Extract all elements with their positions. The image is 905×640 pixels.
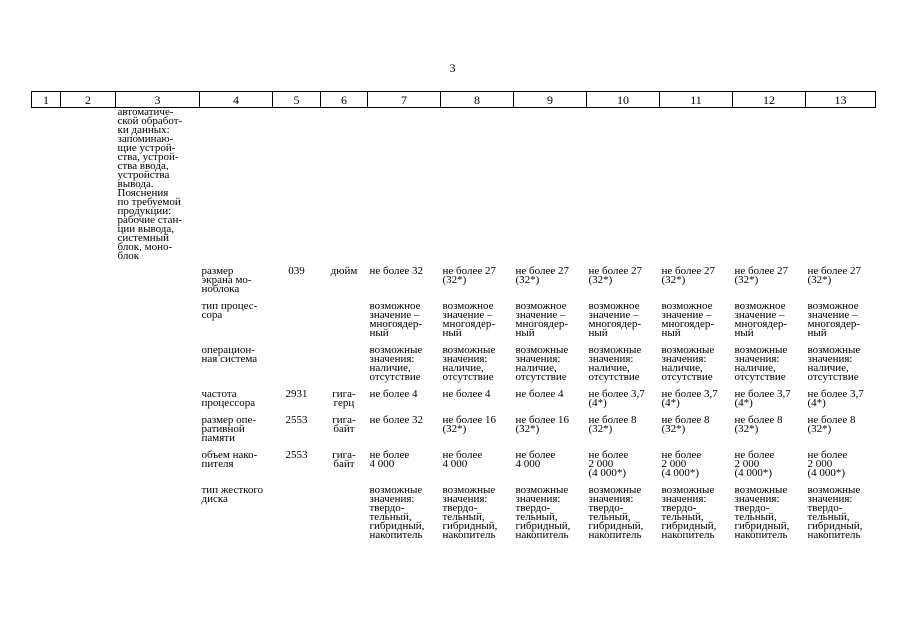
table-row <box>32 451 876 486</box>
characteristic-value: не более 4 000 <box>369 449 410 470</box>
characteristic-value: возможные значения: наличие, отсутствие <box>588 344 642 383</box>
specification-table <box>31 91 876 548</box>
table-row <box>32 390 876 416</box>
column-header: 12 <box>733 92 806 108</box>
characteristic-value: возможные значения: наличие, отсутствие <box>442 344 496 383</box>
characteristic-value: не более 2 000 (4 000*) <box>734 449 775 479</box>
characteristic-value: возможное значение – многоядер- ный <box>369 300 423 339</box>
table-row <box>32 302 876 346</box>
characteristic-value: не более 27 (32*) <box>807 265 861 286</box>
empty-cell <box>514 108 587 268</box>
characteristic-value: не более 8 (32*) <box>734 414 783 435</box>
characteristic-name: объем нако- пителя <box>201 449 258 470</box>
empty-cell <box>32 267 61 302</box>
empty-cell <box>660 108 733 268</box>
empty-cell <box>116 451 200 486</box>
characteristic-value: не более 16 (32*) <box>442 414 496 435</box>
characteristic-name: тип жесткого диска <box>201 484 264 505</box>
characteristic-value: возможные значения: твердо- тельный, гибридный, накопитель <box>734 484 790 541</box>
unit-name <box>321 346 368 390</box>
characteristic-value: не более 8 (32*) <box>807 414 856 435</box>
empty-cell <box>61 108 116 268</box>
empty-cell <box>61 451 116 486</box>
characteristic-value: возможное значение – многоядер- ный <box>442 300 496 339</box>
characteristic-value: не более 27 (32*) <box>661 265 715 286</box>
okei-code: 039 <box>288 265 305 277</box>
characteristic-value: возможные значения: наличие, отсутствие <box>661 344 715 383</box>
table-row <box>32 267 876 302</box>
empty-cell <box>61 486 116 548</box>
empty-cell <box>321 108 368 268</box>
characteristic-name: тип процес- сора <box>201 300 258 321</box>
empty-cell <box>116 346 200 390</box>
empty-cell <box>116 416 200 451</box>
characteristic-value: не более 3,7 (4*) <box>734 388 791 409</box>
characteristic-name: размер экрана мо- ноблока <box>201 265 252 295</box>
characteristic-value: возможные значения: наличие, отсутствие <box>369 344 423 383</box>
column-header: 8 <box>441 92 514 108</box>
empty-cell <box>32 486 61 548</box>
characteristic-value: возможные значения: твердо- тельный, гибридный, накопитель <box>442 484 498 541</box>
column-header: 9 <box>514 92 587 108</box>
characteristic-value: возможные значения: твердо- тельный, гибридный, накопитель <box>369 484 425 541</box>
characteristic-value: возможное значение – многоядер- ный <box>734 300 788 339</box>
characteristic-value: не более 3,7 (4*) <box>807 388 864 409</box>
characteristic-value: не более 32 <box>369 265 423 277</box>
column-header: 4 <box>200 92 273 108</box>
empty-cell <box>32 346 61 390</box>
okei-code <box>273 486 321 548</box>
description-row <box>32 108 876 268</box>
okei-code <box>273 302 321 346</box>
unit-name <box>321 302 368 346</box>
characteristic-value: не более 27 (32*) <box>588 265 642 286</box>
characteristic-value: не более 8 (32*) <box>661 414 710 435</box>
column-header: 7 <box>368 92 441 108</box>
unit-name: гига- герц <box>332 388 356 409</box>
unit-name: гига- байт <box>332 449 356 470</box>
unit-name <box>321 486 368 548</box>
characteristic-value: возможные значения: твердо- тельный, гибридный, накопитель <box>588 484 644 541</box>
column-header: 10 <box>587 92 660 108</box>
characteristic-value: не более 3,7 (4*) <box>588 388 645 409</box>
characteristic-value: не более 8 (32*) <box>588 414 637 435</box>
characteristic-value: не более 4 000 <box>442 449 483 470</box>
empty-cell <box>32 451 61 486</box>
empty-cell <box>273 108 321 268</box>
characteristic-value: возможное значение – многоядер- ный <box>807 300 861 339</box>
characteristic-value: не более 4 <box>369 388 418 400</box>
characteristic-value: не более 32 <box>369 414 423 426</box>
characteristic-name: размер опе- ративной памяти <box>201 414 257 444</box>
empty-cell <box>806 108 876 268</box>
characteristic-value: не более 27 (32*) <box>515 265 569 286</box>
unit-name: дюйм <box>330 265 358 277</box>
okei-code: 2931 <box>285 388 308 400</box>
empty-cell <box>32 302 61 346</box>
empty-cell <box>116 486 200 548</box>
characteristic-value: не более 2 000 (4 000*) <box>588 449 629 479</box>
empty-cell <box>61 346 116 390</box>
table-row <box>32 416 876 451</box>
characteristic-value: возможные значения: наличие, отсутствие <box>734 344 788 383</box>
empty-cell <box>368 108 441 268</box>
empty-cell <box>116 390 200 416</box>
empty-cell <box>61 302 116 346</box>
empty-cell <box>116 267 200 302</box>
okei-code: 2553 <box>285 414 308 426</box>
table-row <box>32 486 876 548</box>
characteristic-value: не более 27 (32*) <box>442 265 496 286</box>
empty-cell <box>587 108 660 268</box>
characteristic-value: возможное значение – многоядер- ный <box>588 300 642 339</box>
characteristic-value: не более 4 000 <box>515 449 556 470</box>
empty-cell <box>441 108 514 268</box>
empty-cell <box>61 390 116 416</box>
empty-cell <box>32 108 61 268</box>
characteristic-value: возможные значения: твердо- тельный, гибридный, накопитель <box>661 484 717 541</box>
table-row <box>32 346 876 390</box>
unit-name: гига- байт <box>332 414 356 435</box>
characteristic-name: частота процессора <box>201 388 256 409</box>
characteristic-value: возможные значения: твердо- тельный, гибридный, накопитель <box>515 484 571 541</box>
empty-cell <box>200 108 273 268</box>
characteristic-value: не более 4 <box>515 388 564 400</box>
empty-cell <box>116 302 200 346</box>
characteristic-value: не более 3,7 (4*) <box>661 388 718 409</box>
characteristic-value: не более 2 000 (4 000*) <box>661 449 702 479</box>
page-number: 3 <box>449 61 456 75</box>
characteristic-value: не более 27 (32*) <box>734 265 788 286</box>
column-header: 11 <box>660 92 733 108</box>
characteristic-value: не более 16 (32*) <box>515 414 569 435</box>
column-header: 13 <box>806 92 876 108</box>
characteristic-value: возможное значение – многоядер- ный <box>661 300 715 339</box>
characteristic-value: возможные значения: наличие, отсутствие <box>807 344 861 383</box>
product-description: автоматиче- ской обработ- ки данных: запоминаю- щие устрой- ства, устрой- ства ввода, устройства вывода. Пояснения по требуемой продукции: рабочие стан- ции вывода, системный блок, моно- блок <box>117 106 183 262</box>
column-header: 3 <box>116 92 200 108</box>
empty-cell <box>32 416 61 451</box>
okei-code <box>273 346 321 390</box>
characteristic-value: не более 2 000 (4 000*) <box>807 449 848 479</box>
empty-cell <box>733 108 806 268</box>
column-header: 6 <box>321 92 368 108</box>
characteristic-value: возможные значения: наличие, отсутствие <box>515 344 569 383</box>
empty-cell <box>32 390 61 416</box>
characteristic-value: не более 4 <box>442 388 491 400</box>
column-header: 5 <box>273 92 321 108</box>
empty-cell <box>61 267 116 302</box>
characteristic-name: операцион- ная система <box>201 344 258 365</box>
characteristic-value: возможное значение – многоядер- ный <box>515 300 569 339</box>
column-header: 1 <box>32 92 61 108</box>
empty-cell <box>61 416 116 451</box>
column-header: 2 <box>61 92 116 108</box>
characteristic-value: возможные значения: твердо- тельный, гибридный, накопитель <box>807 484 863 541</box>
okei-code: 2553 <box>285 449 308 461</box>
